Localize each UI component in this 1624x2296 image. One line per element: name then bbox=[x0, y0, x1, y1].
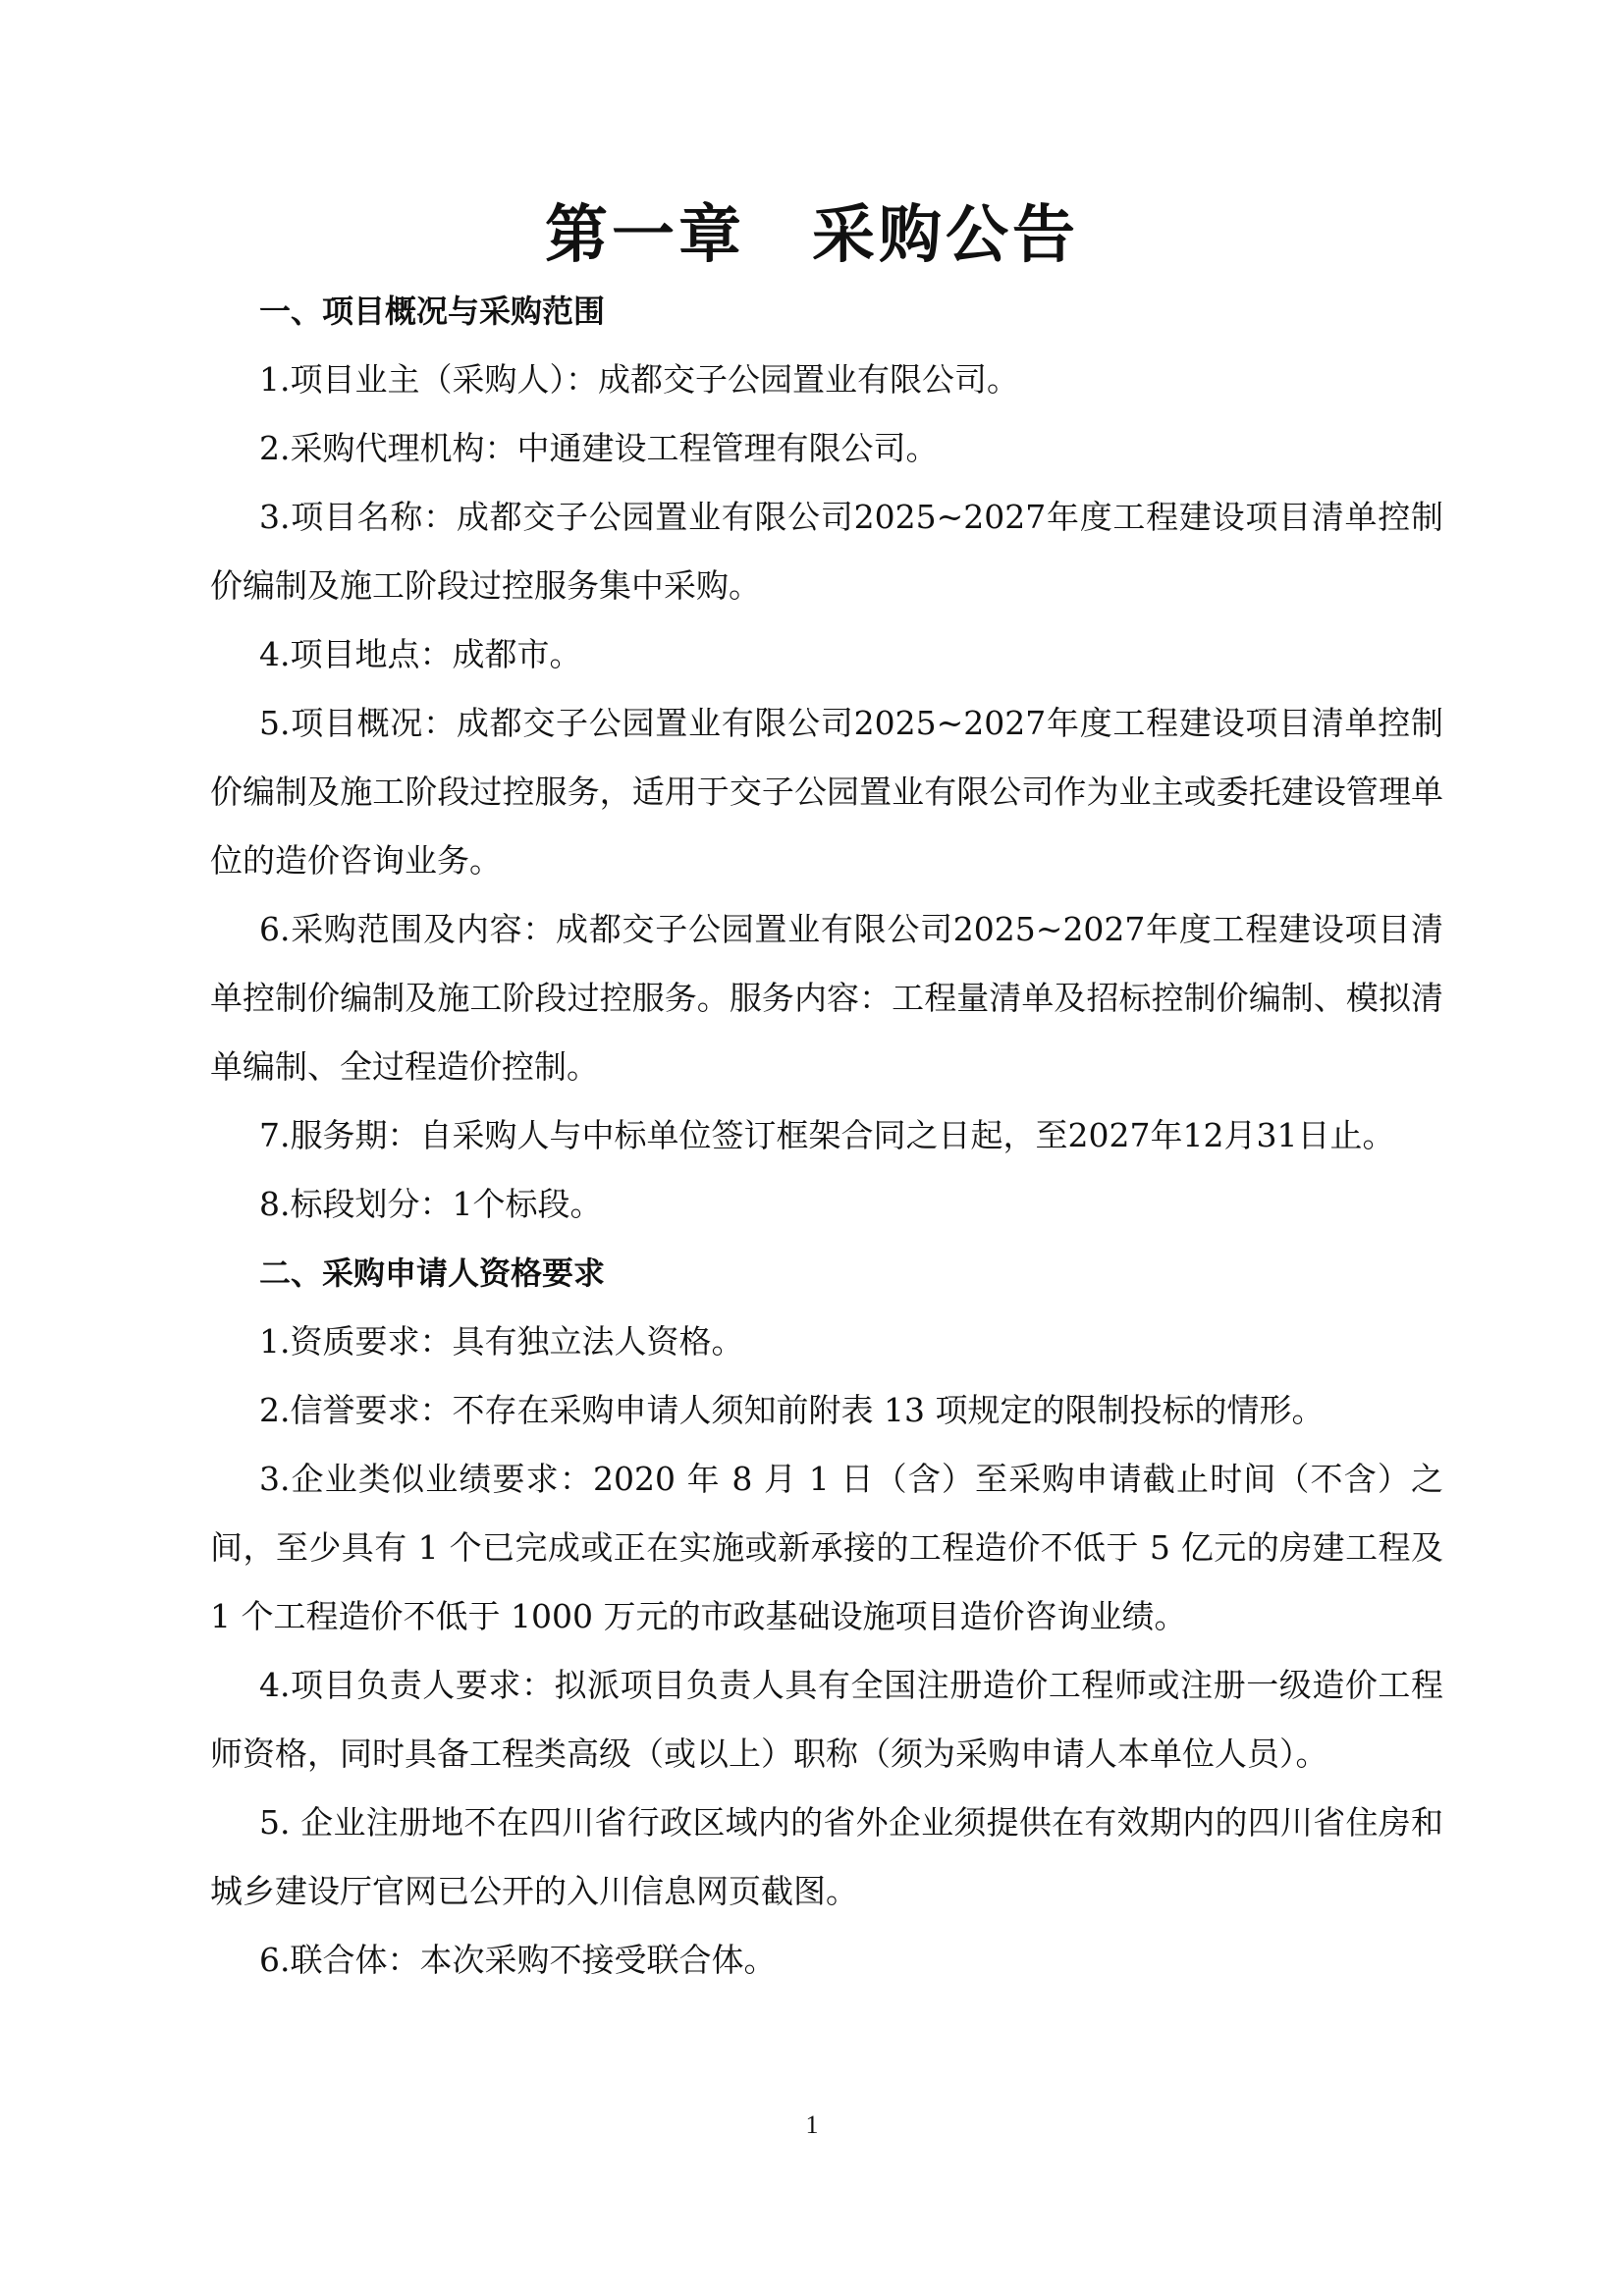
section-heading-overview: 一、项目概况与采购范围 bbox=[259, 293, 606, 330]
section-heading-qualifications: 二、采购申请人资格要求 bbox=[259, 1255, 606, 1292]
paragraph-project-name: 3.项目名称：成都交子公园置业有限公司2025~2027年度工程建设项目清单控制价编制及施工阶段过控服务集中采购。 bbox=[210, 498, 1443, 605]
page-number: 1 bbox=[805, 2110, 819, 2139]
paragraph-service-period: 7.服务期：自采购人与中标单位签订框架合同之日起，至2027年12月31日止。 bbox=[259, 1116, 1395, 1154]
paragraph-credit: 2.信誉要求：不存在采购申请人须知前附表 13 项规定的限制投标的情形。 bbox=[259, 1391, 1325, 1429]
paragraph-overview: 5.项目概况：成都交子公园置业有限公司2025~2027年度工程建设项目清单控制价编制及施工阶段过控服务，适用于交子公园置业有限公司作为业主或委托建设管理单位的造价咨询业务。 bbox=[210, 704, 1443, 880]
paragraph-qualification: 1.资质要求：具有独立法人资格。 bbox=[259, 1322, 744, 1361]
paragraph-project-leader: 4.项目负责人要求：拟派项目负责人具有全国注册造价工程师或注册一级造价工程师资格，同时具备工程类高级（或以上）职称（须为采购申请人本单位人员）。 bbox=[210, 1666, 1443, 1773]
paragraph-consortium: 6.联合体：本次采购不接受联合体。 bbox=[259, 1941, 777, 1979]
paragraph-lots: 8.标段划分：1个标段。 bbox=[259, 1185, 603, 1223]
paragraph-owner: 1.项目业主（采购人）：成都交子公园置业有限公司。 bbox=[259, 360, 1019, 399]
paragraph-scope: 6.采购范围及内容：成都交子公园置业有限公司2025~2027年度工程建设项目清单控制价编制及施工阶段过控服务。服务内容：工程量清单及招标控制价编制、模拟清单编制、全过程造价控制。 bbox=[210, 910, 1443, 1086]
paragraph-location: 4.项目地点：成都市。 bbox=[259, 635, 582, 673]
paragraph-out-of-province: 5. 企业注册地不在四川省行政区域内的省外企业须提供在有效期内的四川省住房和城乡建设厅官网已公开的入川信息网页截图。 bbox=[210, 1803, 1443, 1910]
document-body bbox=[210, 277, 1443, 1995]
paragraph-agency: 2.采购代理机构：中通建设工程管理有限公司。 bbox=[259, 429, 939, 467]
paragraph-performance: 3.企业类似业绩要求：2020 年 8 月 1 日（含）至采购申请截止时间（不含）之间，至少具有 1 个已完成或正在实施或新承接的工程造价不低于 5 亿元的房建工程及 1 个工程造价不低于 1000 万元的市政基础设施项目造价咨询业绩。 bbox=[210, 1460, 1443, 1635]
page-title: 第一章 采购公告 bbox=[545, 199, 1079, 272]
